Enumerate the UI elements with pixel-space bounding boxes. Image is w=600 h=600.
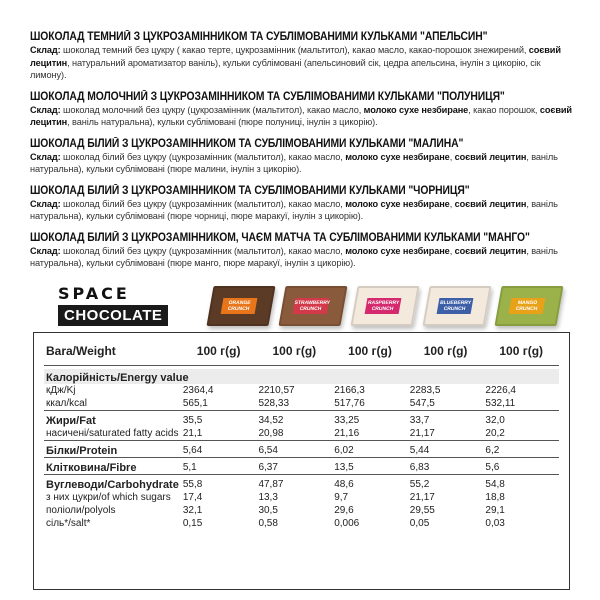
table-header-row: [44, 337, 559, 365]
composition-part: молоко сухе незбиране: [345, 245, 450, 256]
header-col: 100 г(g): [408, 337, 484, 365]
composition-part: , ваніль натуральна), кульки сублімовані (пюре полуниці, інулін з цикорію).: [67, 117, 378, 127]
cell: 2166,3: [334, 385, 365, 396]
composition-part: ,: [449, 198, 455, 209]
cell: 0,006: [334, 518, 360, 529]
composition-part: ,: [449, 151, 455, 162]
composition-part: соєвий лецитин: [30, 45, 561, 68]
product-block: [30, 30, 575, 82]
cell: 20,98: [256, 427, 332, 440]
row-label: насичені/saturated fatty acids: [44, 427, 181, 440]
bar-label: RASPBERRY CRUNCH: [365, 298, 402, 314]
cell: 21,17: [408, 427, 484, 440]
cell: 2226,4: [485, 385, 516, 396]
cell: 21,17: [409, 492, 435, 503]
cell: 29,1: [485, 505, 505, 516]
bar-label: MANGO CRUNCH: [509, 298, 546, 314]
cell: 29,6: [334, 505, 354, 516]
cell: 5,6: [483, 461, 559, 474]
cell: 2210,57: [258, 385, 295, 396]
composition-part: Склад:: [30, 151, 61, 162]
composition-part: , натуральний ароматизатор ваніль), кульки сублімовані (апельсиновий сік, цедра апельсина, інулін з цикорію, сік лимону).: [30, 57, 541, 80]
row-label: ккал/kcal: [44, 397, 181, 410]
product-block: [30, 184, 575, 223]
cell: 0,15: [182, 518, 203, 529]
composition-part: молоко сухе незбиране: [345, 198, 450, 209]
composition-part: , какао порошок,: [468, 104, 540, 115]
composition-part: молоко сухе незбиране: [363, 104, 469, 115]
table-row: [44, 397, 559, 410]
product-title: ШОКОЛАД МОЛОЧНИЙ З ЦУКРОЗАМІННИКОМ ТА СУБЛІМОВАНИМИ КУЛЬКАМИ "ПОЛУНИЦЯ": [30, 90, 505, 103]
cell: 20,2: [483, 427, 559, 440]
composition-part: , ваніль натуральна), кульки сублімовані (пюре манго, пюре маракуї, інулін з цикорію).: [30, 245, 558, 268]
composition-part: , ваніль натуральна), кульки сублімовані (пюре чорниці, пюре маракуї, інулін з цикорію).: [30, 198, 558, 221]
nutrition-table: [33, 332, 570, 590]
product-composition: [30, 198, 575, 223]
composition-part: Склад:: [30, 104, 61, 115]
composition-part: шоколад темний без цукру ( какао терте, цукрозамінник (мальтитол), какао масло, какао-порошок знежирений,: [60, 45, 529, 55]
composition-part: шоколад молочний без цукру (цукрозамінник (мальтитол), какао масло,: [60, 104, 364, 115]
cell: 9,7: [334, 492, 349, 503]
cell: 6,02: [332, 444, 408, 457]
header-col: 100 г(g): [483, 337, 559, 365]
chocolate-bar-image: [206, 286, 275, 326]
header-col: 100 г(g): [332, 337, 408, 365]
cell: 34,52: [258, 415, 284, 426]
composition-part: , ваніль натуральна), кульки сублімовані (пюре малини, інулін з цикорію).: [30, 151, 558, 174]
row-label: Жири/Fat: [46, 415, 96, 427]
cell: 528,33: [256, 397, 332, 410]
composition-part: ,: [449, 245, 455, 256]
cell: 47,87: [258, 479, 284, 490]
table-row: [44, 461, 559, 474]
cell: 6,37: [256, 461, 332, 474]
composition-part: шоколад білий без цукру (цукрозамінник (мальтитол), какао масло,: [60, 245, 346, 256]
cell: 30,5: [258, 505, 278, 516]
chocolate-bar-image: [422, 286, 491, 326]
cell: 18,8: [485, 492, 505, 503]
row-label: сіль*/salt*: [46, 518, 91, 529]
cell: 13,5: [332, 461, 408, 474]
cell: 33,7: [409, 415, 430, 426]
product-composition: [30, 151, 575, 176]
table-row: [44, 414, 559, 427]
bar-label: BLUEBERRY CRUNCH: [437, 298, 474, 314]
cell: 5,1: [181, 461, 257, 474]
header-label: Bara/Weight: [44, 337, 181, 365]
product-title: ШОКОЛАД БІЛИЙ З ЦУКРОЗАМІННИКОМ ТА СУБЛІМОВАНИМИ КУЛЬКАМИ "МАЛИНА": [30, 137, 464, 150]
chocolate-bar-image: [278, 286, 347, 326]
cell: 547,5: [408, 397, 484, 410]
brand-line-chocolate: CHOCOLATE: [58, 305, 168, 326]
row-label: з них цукри/of which sugars: [46, 492, 171, 503]
table-row: [44, 517, 559, 530]
cell: 32,1: [182, 505, 203, 516]
table-row: [44, 478, 559, 491]
cell: 6,83: [408, 461, 484, 474]
product-block: [30, 90, 575, 129]
composition-part: шоколад білий без цукру (цукрозамінник (мальтитол), какао масло,: [60, 198, 346, 209]
brand-line-space: SPACE: [58, 284, 130, 303]
cell: 6,54: [256, 444, 332, 457]
composition-part: соєвий лецитин: [454, 151, 527, 162]
product-composition: [30, 44, 575, 82]
cell: 2364,4: [182, 385, 214, 396]
row-label: кДж/Kj: [46, 385, 76, 396]
row-label: Вуглеводи/Carbohydrate: [46, 479, 179, 491]
row-label: Білки/Protein: [44, 444, 181, 457]
brand-logo: [58, 285, 168, 326]
composition-part: молоко сухе незбиране: [345, 151, 450, 162]
composition-part: соєвий лецитин: [454, 198, 527, 209]
cell: 33,25: [334, 415, 360, 426]
cell: 0,03: [485, 518, 505, 529]
cell: 0,05: [409, 518, 430, 529]
row-label: Клітковина/Fibre: [44, 461, 181, 474]
composition-part: Склад:: [30, 45, 61, 55]
cell: 55,8: [182, 479, 203, 490]
cell: 5,64: [181, 444, 257, 457]
product-block: [30, 137, 575, 176]
cell: 517,76: [332, 397, 408, 410]
energy-section-title: Калорійність/Energy value: [44, 369, 559, 384]
table-row: [44, 504, 559, 517]
cell: 565,1: [181, 397, 257, 410]
bar-label: ORANGE CRUNCH: [221, 298, 258, 314]
composition-part: соєвий лецитин: [454, 245, 527, 256]
table-row: [44, 384, 559, 397]
cell: 17,4: [182, 492, 203, 503]
composition-part: соєвий лецитин: [30, 104, 572, 127]
table-row: [44, 427, 559, 440]
product-bars: [200, 282, 560, 332]
cell: 29,55: [409, 505, 435, 516]
composition-part: шоколад білий без цукру (цукрозамінник (мальтитол), какао масло,: [60, 151, 346, 162]
product-composition: [30, 245, 575, 270]
cell: 21,16: [332, 427, 408, 440]
header-col: 100 г(g): [256, 337, 332, 365]
cell: 21,1: [181, 427, 257, 440]
product-title: ШОКОЛАД ТЕМНИЙ З ЦУКРОЗАМІННИКОМ ТА СУБЛІМОВАНИМИ КУЛЬКАМИ "АПЕЛЬСИН": [30, 31, 488, 43]
product-descriptions: [30, 30, 575, 278]
cell: 532,11: [483, 397, 559, 410]
table-row: [44, 491, 559, 504]
composition-part: Склад:: [30, 198, 61, 209]
product-composition: [30, 104, 575, 129]
product-block: [30, 231, 575, 270]
cell: 48,6: [334, 479, 354, 490]
product-title: ШОКОЛАД БІЛИЙ З ЦУКРОЗАМІННИКОМ ТА СУБЛІМОВАНИМИ КУЛЬКАМИ "ЧОРНИЦЯ": [30, 184, 470, 197]
cell: 13,3: [258, 492, 278, 503]
composition-part: Склад:: [30, 245, 61, 256]
cell: 32,0: [485, 415, 505, 426]
chocolate-bar-image: [350, 286, 419, 326]
cell: 55,2: [409, 479, 430, 490]
cell: 2283,5: [409, 385, 441, 396]
bar-label: STRAWBERRY CRUNCH: [294, 300, 331, 312]
cell: 6,2: [483, 444, 559, 457]
cell: 0,58: [258, 518, 278, 529]
row-label: поліоли/polyols: [46, 505, 116, 516]
cell: 54,8: [485, 479, 505, 490]
table-row: [44, 444, 559, 457]
header-col: 100 г(g): [181, 337, 257, 365]
cell: 5,44: [408, 444, 484, 457]
chocolate-bar-image: [494, 286, 563, 326]
product-title: ШОКОЛАД БІЛИЙ З ЦУКРОЗАМІННИКОМ, ЧАЄМ МАТЧА ТА СУБЛІМОВАНИМИ КУЛЬКАМИ "МАНГО": [30, 231, 530, 244]
cell: 35,5: [182, 415, 203, 426]
